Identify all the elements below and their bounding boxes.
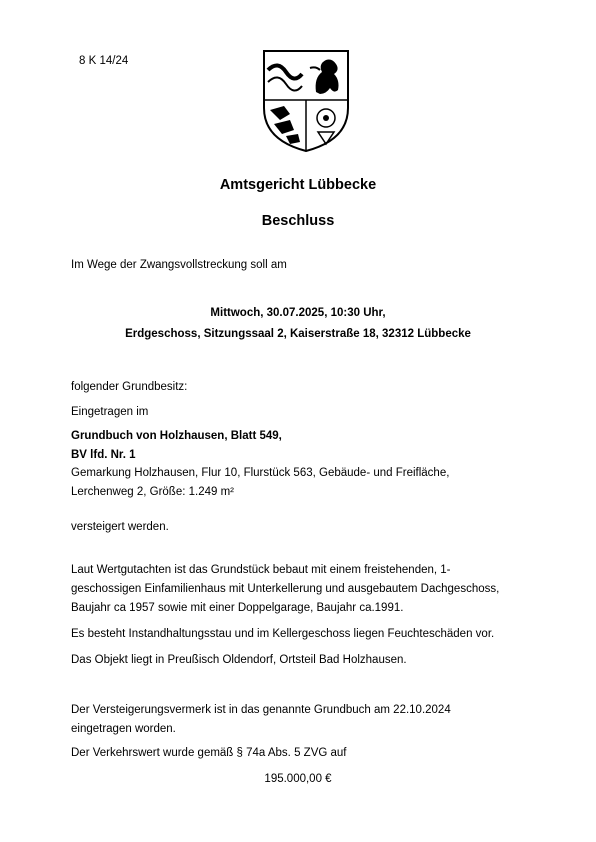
description-line-4: Es besteht Instandhaltungsstau und im Kellergeschoss liegen Feuchteschäden vor. bbox=[71, 628, 495, 640]
appointment-location: Erdgeschoss, Sitzungssaal 2, Kaiserstraße 18, 32312 Lübbecke bbox=[125, 328, 471, 340]
parcel-line-2: Lerchenweg 2, Größe: 1.249 m² bbox=[71, 486, 234, 498]
description-line-2: geschossigen Einfamilienhaus mit Unterkellerung und ausgebautem Dachgeschoss, bbox=[71, 583, 500, 595]
parcel-line-1: Gemarkung Holzhausen, Flur 10, Flurstück 563, Gebäude- und Freifläche, bbox=[71, 467, 450, 479]
intro-text: Im Wege der Zwangsvollstreckung soll am bbox=[71, 259, 287, 271]
market-value: 195.000,00 € bbox=[264, 773, 332, 785]
property-intro: folgender Grundbesitz: bbox=[71, 381, 188, 393]
appointment-date-time: Mittwoch, 30.07.2025, 10:30 Uhr, bbox=[210, 307, 386, 319]
note-line-1: Der Versteigerungsvermerk ist in das genannte Grundbuch am 22.10.2024 bbox=[71, 704, 451, 716]
nrw-coat-of-arms-icon bbox=[260, 48, 352, 154]
case-reference: 8 K 14/24 bbox=[79, 55, 129, 67]
note-line-2: eingetragen worden. bbox=[71, 723, 176, 735]
land-register: Grundbuch von Holzhausen, Blatt 549, bbox=[71, 430, 282, 442]
value-intro: Der Verkehrswert wurde gemäß § 74a Abs. 5 ZVG auf bbox=[71, 747, 347, 759]
location-line: Das Objekt liegt in Preußisch Oldendorf, Ortsteil Bad Holzhausen. bbox=[71, 654, 407, 666]
description-line-3: Baujahr ca 1957 sowie mit einer Doppelgarage, Baujahr ca.1991. bbox=[71, 602, 404, 614]
description-line-1: Laut Wertgutachten ist das Grundstück bebaut mit einem freistehenden, 1- bbox=[71, 564, 451, 576]
bv-number: BV lfd. Nr. 1 bbox=[71, 449, 136, 461]
document-title: Beschluss bbox=[261, 213, 335, 229]
auctioned-text: versteigert werden. bbox=[71, 521, 169, 533]
registered-in: Eingetragen im bbox=[71, 406, 149, 418]
court-name: Amtsgericht Lübbecke bbox=[219, 177, 377, 193]
